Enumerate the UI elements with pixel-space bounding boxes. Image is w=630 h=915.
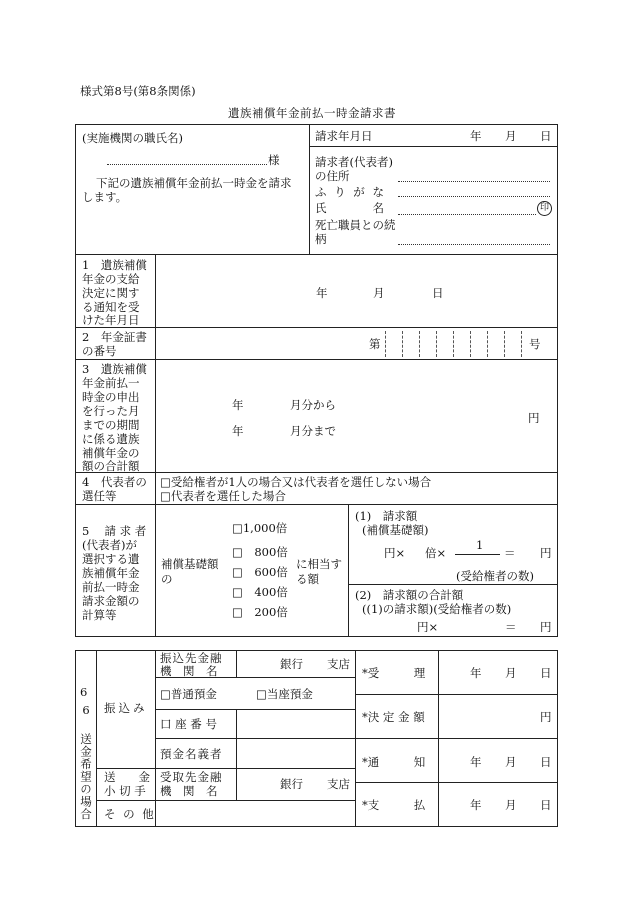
calc-equals: ＝ [504, 546, 516, 560]
relation-field[interactable] [398, 244, 550, 245]
total-amount-title: (2) 請求額の合計額 [355, 588, 464, 602]
receipt-label: *受 理 [362, 666, 426, 680]
multiplier-1000[interactable]: □1,000倍 [232, 521, 288, 535]
remittance-check-label-cont: 小 切 手 [104, 784, 146, 798]
bank-unit: 銀行 [280, 657, 303, 671]
claim-day-unit: 日 [540, 129, 552, 143]
total-equals: ＝ [505, 620, 517, 634]
receive-bank-unit: 銀行 [280, 777, 303, 791]
row3-from-year: 年 [232, 398, 244, 412]
total-amount-sub: ((1)の請求額)(受給権者の数) [362, 602, 512, 616]
section-6-label: 6 送金希望の場合 [79, 703, 93, 821]
cert-number-suffix: 号 [529, 337, 541, 351]
cert-number-prefix: 第 [369, 337, 381, 351]
decision-amount-label: *決 定 金 額 [362, 710, 425, 724]
receive-bank-label-cont: 機 関 名 [160, 784, 218, 798]
fraction-bar [455, 554, 500, 555]
row1-month-unit: 月 [373, 286, 385, 300]
representative-option-selected[interactable]: □代表者を選任した場合 [160, 489, 286, 503]
checking-deposit-option[interactable]: □当座預金 [256, 687, 313, 701]
calc-result-yen: 円 [540, 546, 552, 560]
claim-date-label: 請求年月日 [315, 129, 373, 143]
row3-to-text: 月分まで [290, 424, 336, 438]
base-amount-label: 補償基礎額 [161, 557, 219, 571]
seal-mark: 印 [537, 201, 552, 216]
payment-day: 日 [540, 798, 552, 812]
notice-month: 月 [505, 755, 517, 769]
relation-label: 死亡職員との続 [315, 218, 396, 232]
total-result-yen: 円 [540, 620, 552, 634]
multiplier-800[interactable]: □ 800倍 [232, 545, 288, 559]
agency-label: (実施機関の職氏名) [82, 131, 183, 145]
branch-unit: 支店 [327, 657, 350, 671]
account-number-label: 口 座 番 号 [160, 717, 217, 731]
furigana-field[interactable] [398, 196, 550, 197]
row3-from-text: 月分から [290, 398, 336, 412]
payment-month: 月 [505, 798, 517, 812]
receipt-month: 月 [505, 666, 517, 680]
claim-amount-sub: (補償基礎額) [362, 523, 429, 537]
representative-option-single[interactable]: □受給権者が1人の場合又は代表者を選任しない場合 [160, 475, 432, 489]
request-text: 下記の遺族補償年金前払一時金を請求 [96, 176, 292, 190]
request-text-cont: します。 [82, 190, 128, 204]
account-holder-label: 預金名義者 [160, 747, 223, 761]
multiplier-600[interactable]: □ 600倍 [232, 565, 288, 579]
sama-suffix: 様 [268, 153, 280, 167]
receive-branch-unit: 支店 [327, 777, 350, 791]
payment-label: *支 払 [362, 798, 426, 812]
payment-year: 年 [470, 798, 482, 812]
fraction-denominator: (受給権者の数) [456, 569, 534, 583]
claim-month-unit: 月 [505, 129, 517, 143]
relation-label-cont: 柄 [315, 232, 327, 246]
row3-yen: 円 [528, 411, 540, 425]
row1-year-unit: 年 [316, 286, 328, 300]
fraction-numerator: 1 [476, 538, 484, 552]
furigana-label: ふ り が な [315, 185, 386, 199]
claim-amount-title: (1) 請求額 [355, 509, 418, 523]
transfer-label: 振込み [104, 701, 148, 715]
address-field[interactable] [398, 181, 550, 182]
total-yen-times: 円× [417, 620, 439, 634]
receipt-year: 年 [470, 666, 482, 680]
calc-bai-times: 倍× [425, 546, 447, 560]
notice-label: *通 知 [362, 755, 426, 769]
equivalent-label: に相当す [296, 557, 342, 571]
section-6-number: 6 [80, 685, 88, 699]
bank-label-cont: 機 関 名 [160, 664, 218, 678]
multiplier-200[interactable]: □ 200倍 [232, 605, 288, 619]
name-label: 氏 名 [315, 201, 384, 215]
claimant-address-label-cont: の住所 [315, 169, 350, 183]
row3-to-year: 年 [232, 424, 244, 438]
receive-bank-label: 受取先金融 [160, 770, 223, 784]
agency-name-field[interactable] [107, 164, 267, 165]
notice-year: 年 [470, 755, 482, 769]
form-number: 様式第8号(第8条関係) [80, 84, 196, 98]
claim-year-unit: 年 [470, 129, 482, 143]
decision-yen: 円 [540, 710, 552, 724]
other-label: そ の 他 [104, 807, 156, 821]
ordinary-deposit-option[interactable]: □普通預金 [160, 687, 217, 701]
bank-label: 振込先金融 [160, 651, 223, 665]
name-field[interactable] [398, 214, 536, 215]
equivalent-label-cont: る額 [296, 572, 319, 586]
row1-day-unit: 日 [432, 286, 444, 300]
notice-day: 日 [540, 755, 552, 769]
remittance-check-label: 送 金 [104, 770, 150, 784]
base-amount-label-cont: の [161, 572, 173, 586]
form-title: 遺族補償年金前払一時金請求書 [228, 106, 396, 120]
multiplier-400[interactable]: □ 400倍 [232, 585, 288, 599]
receipt-day: 日 [540, 666, 552, 680]
calc-yen-times: 円× [384, 546, 406, 560]
claimant-address-label: 請求者(代表者) [315, 155, 393, 169]
